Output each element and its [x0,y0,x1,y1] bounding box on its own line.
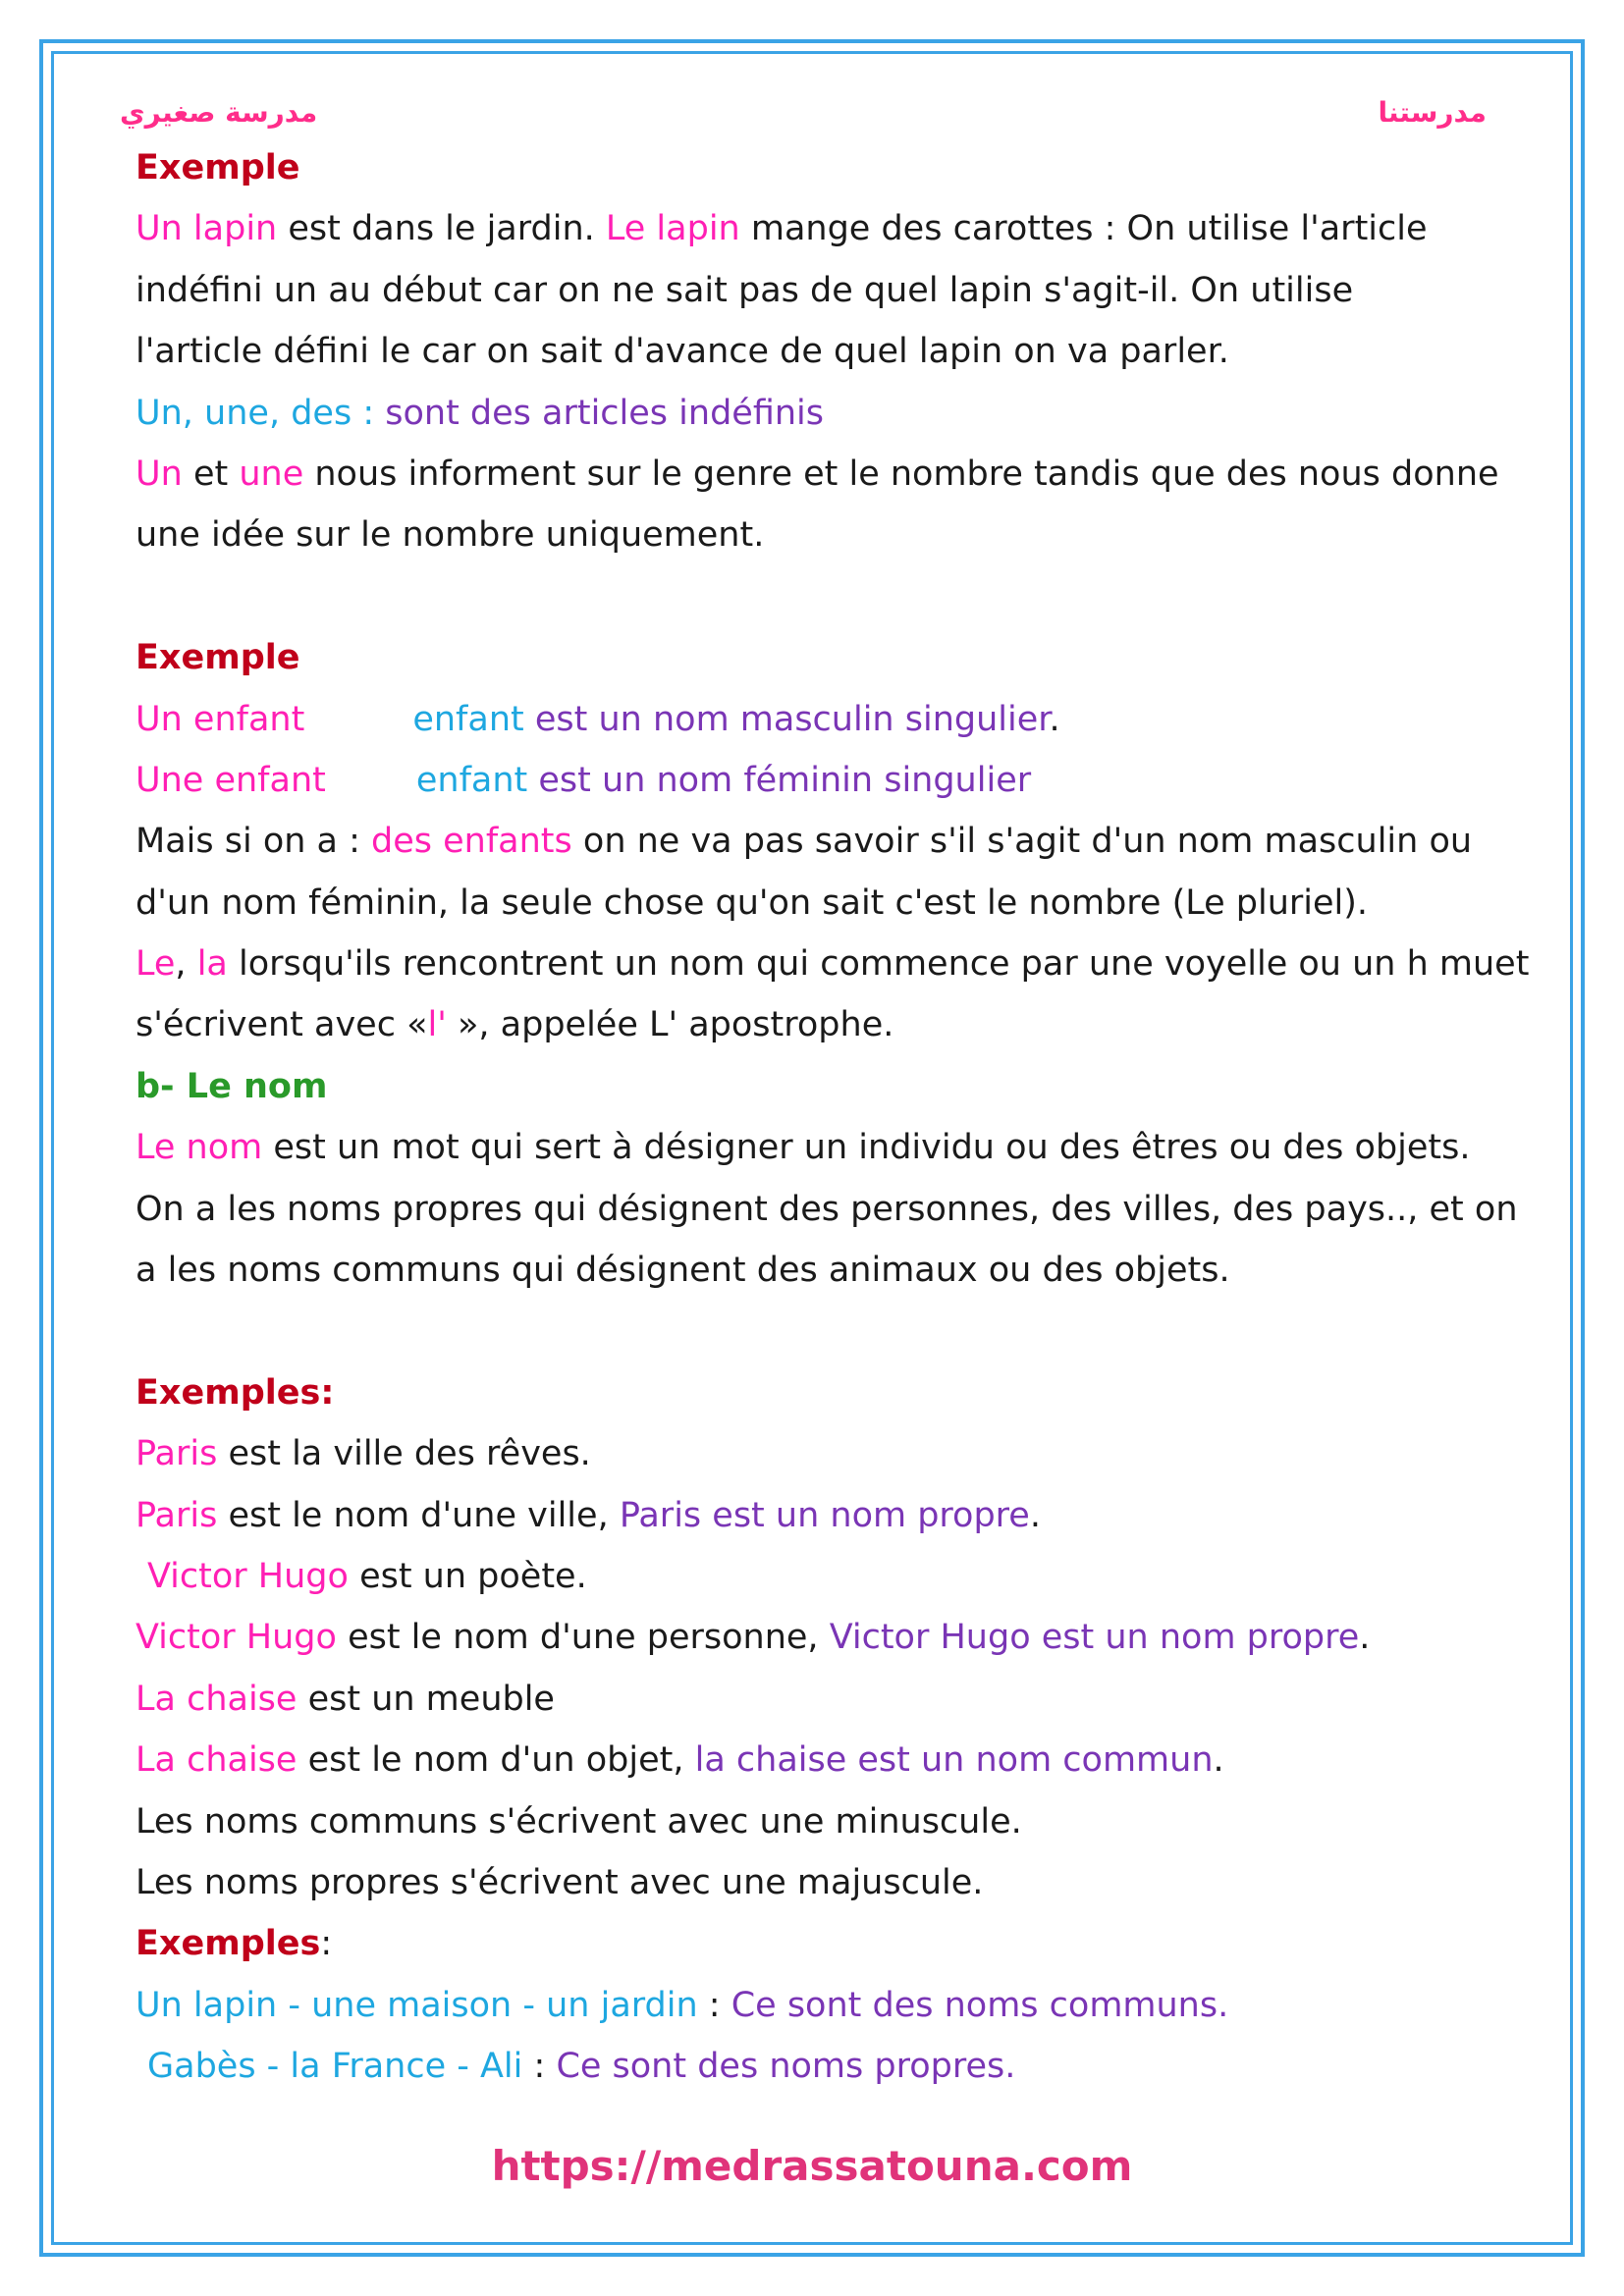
highlight-term: Le [135,944,176,985]
text-line: On a les noms propres qui désignent des personnes, des villes, des pays.., et on [135,1189,1518,1229]
section-heading-text: b- Le nom [135,1066,328,1106]
highlight-term: Une enfant [135,760,326,800]
text-line [135,383,1530,444]
definition-text: Ce sont des noms communs. [731,1985,1229,2025]
text-span: est le nom d'une ville, [217,1495,620,1535]
heading-text: Exemples [135,1924,321,1964]
heading-text: Exemples: [135,1372,335,1413]
text-line [135,1423,1530,1484]
text-span: . [1359,1618,1371,1658]
definition-text: est un nom féminin singulier [527,760,1032,800]
text-span: est le nom d'une personne, [336,1618,830,1658]
highlight-term: Paris [135,1495,218,1535]
text-span: est le nom d'un objet, [297,1740,695,1781]
highlight-term: l' [427,1005,447,1045]
text-span: est un poète. [348,1556,587,1596]
highlight-term: enfant [412,699,524,739]
text-line: Les noms communs s'écrivent avec une minuscule. [135,1801,1022,1842]
text-line [135,1485,1530,1546]
highlight-term: Un lapin [135,209,278,249]
heading-exemple-2 [135,627,1530,688]
text-span: et [182,454,240,494]
text-span: . [1029,1495,1041,1535]
highlight-term: Un enfant [135,699,305,739]
heading-exemple-1 [135,137,1530,198]
highlight-term: une [239,454,304,494]
text-line: l'article défini le car on sait d'avance de quel lapin on va parler. [135,332,1229,372]
definition-text: la chaise est un nom commun [694,1740,1214,1781]
text-span: , [175,944,197,985]
text-line [135,1546,1530,1607]
text-span: est dans le jardin. [277,209,606,249]
text-line [135,1730,1530,1790]
highlight-term: Le nom [135,1128,263,1168]
text-span: : [522,2047,557,2087]
text-line [135,1607,1530,1668]
section-heading-le-nom [135,1056,1530,1117]
text-line [135,750,1530,811]
highlight-term: Le lapin [605,209,740,249]
text-span: : [697,1985,731,2025]
text-line [135,1117,1530,1178]
definition-text: Ce sont des noms propres. [556,2047,1016,2087]
text-line [135,994,1530,1055]
text-span: . [1213,1740,1224,1781]
text-line: une idée sur le nombre uniquement. [135,515,765,556]
highlight-term: enfant [415,760,528,800]
highlight-term: Paris [135,1434,218,1474]
text-span: on ne va pas savoir s'il s'agit d'un nom masculin ou [571,822,1473,862]
text-span: lorsqu'ils rencontrent un nom qui commence par une voyelle ou un h muet [227,944,1530,985]
text-span: », appelée L' apostrophe. [446,1005,894,1045]
heading-text: Exemple [135,638,300,678]
text-span: nous informent sur le genre et le nombre tandis que des nous donne [303,454,1499,494]
highlight-term: Victor Hugo [135,1618,337,1658]
highlight-term: La chaise [135,1679,298,1719]
highlight-term: des enfants [371,822,572,862]
heading-exemples-1 [135,1362,1530,1423]
text-line [135,2036,1530,2097]
text-span: est la ville des rêves. [217,1434,591,1474]
text-line: a les noms communs qui désignent des animaux ou des objets. [135,1251,1230,1291]
heading-text: Exemple [135,148,300,187]
text-span: : [352,393,386,433]
header-left-school: مدرسة صغيري [120,96,318,129]
text-line: Les noms propres s'écrivent avec une majuscule. [135,1862,984,1902]
text-span: est un meuble [297,1679,555,1719]
text-span: mange des carottes : On utilise l'article [739,209,1428,249]
footer-url-link[interactable]: https://medrassatouna.com [491,2142,1133,2190]
text-line [135,811,1530,872]
text-line [135,444,1530,505]
header-right-site: مدرستنا [1378,96,1487,129]
text-line [135,689,1530,750]
text-span: . [1049,699,1060,739]
document-body [135,137,1530,2098]
highlight-term: La chaise [135,1740,298,1781]
highlight-term: Un, une, des [135,393,352,433]
definition-text: est un nom masculin singulier [523,699,1050,739]
heading-exemples-2 [135,1913,1530,1974]
definition-text: Victor Hugo est un nom propre [829,1618,1360,1658]
highlight-term: Un lapin - une maison - un jardin [135,1985,698,2025]
text-span: est un mot qui sert à désigner un individu ou des êtres ou des objets. [262,1128,1471,1168]
highlight-term: la [196,944,228,985]
definition-text: Paris est un nom propre [619,1495,1030,1535]
highlight-term: Gabès - la France - Ali [147,2047,523,2087]
highlight-term: Un [135,454,183,494]
blank-line [135,566,1530,627]
blank-line [135,1301,1530,1362]
text-span: s'écrivent avec « [135,1005,428,1045]
text-line [135,1669,1530,1730]
text-line [135,198,1530,259]
text-span: Mais si on a : [135,822,372,862]
highlight-term: Victor Hugo [147,1556,349,1596]
text-line [135,1975,1530,2036]
definition-text: sont des articles indéfinis [385,393,825,433]
text-line: indéfini un au début car on ne sait pas de quel lapin s'agit-il. On utilise [135,270,1354,310]
text-line [135,934,1530,994]
text-span: : [320,1924,333,1964]
text-line: d'un nom féminin, la seule chose qu'on sait c'est le nombre (Le pluriel). [135,882,1369,923]
